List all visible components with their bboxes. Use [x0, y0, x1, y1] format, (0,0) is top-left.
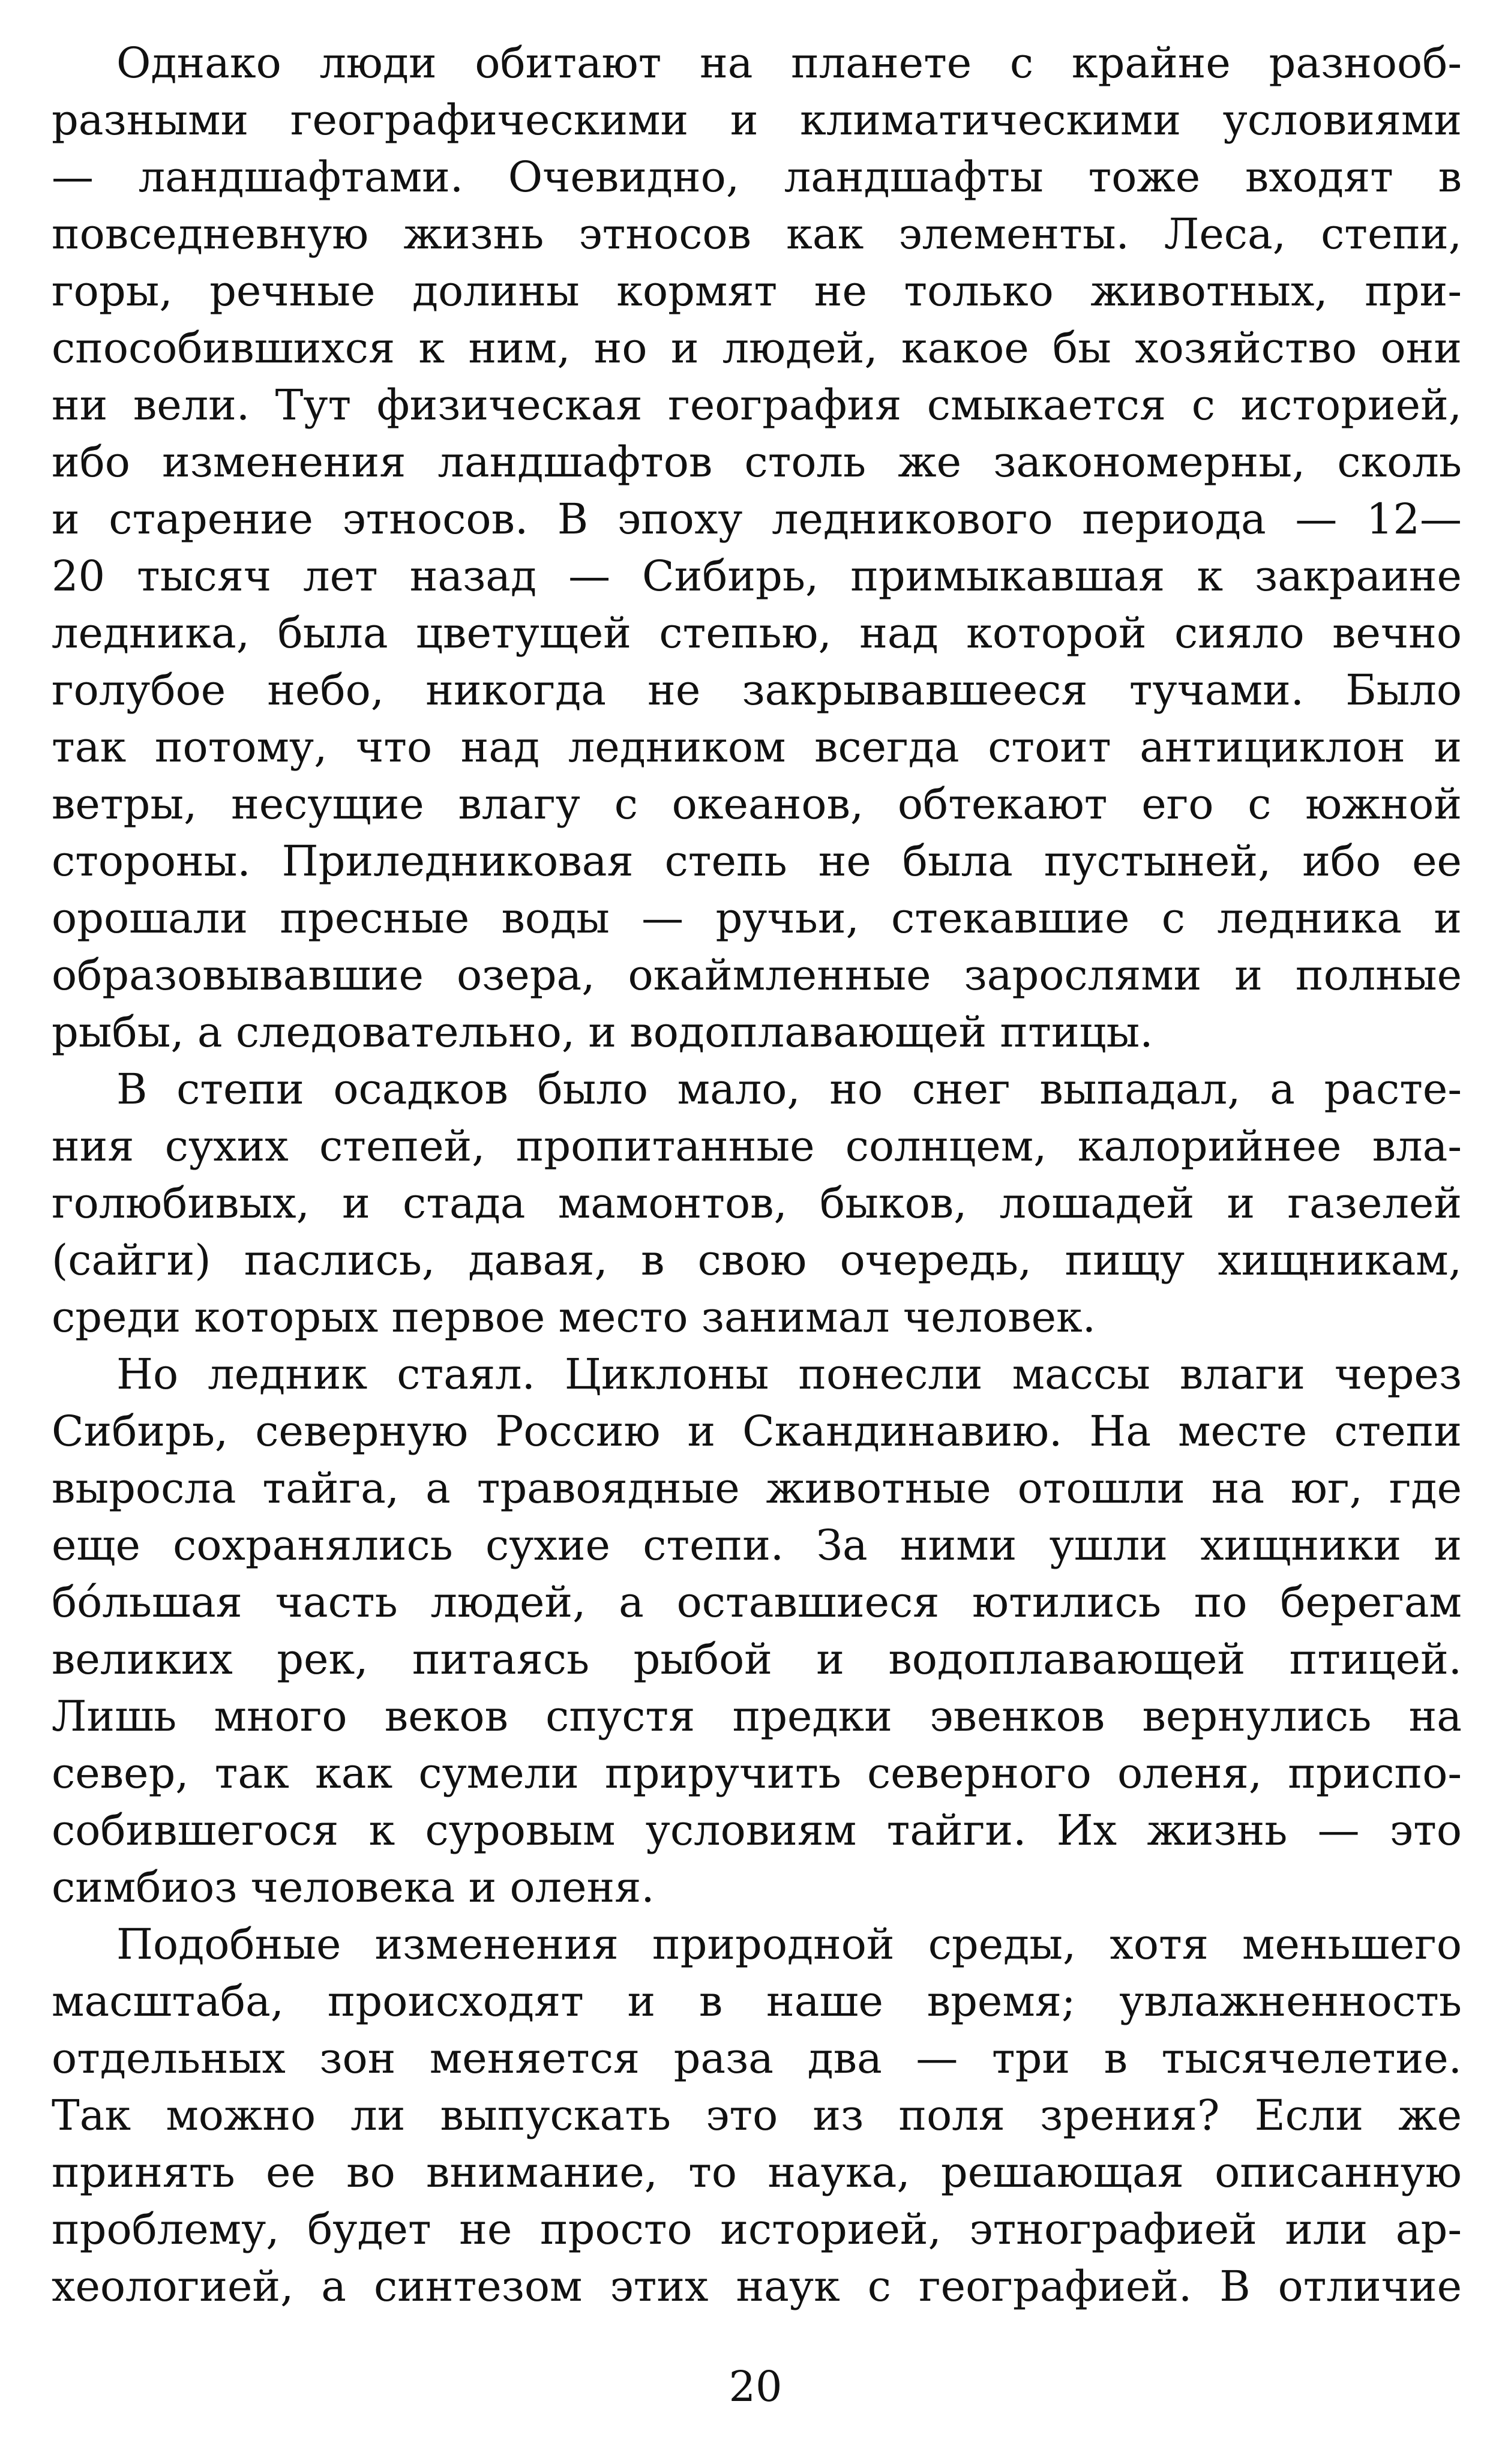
text-line: еще сохранялись сухие степи. За ними ушли хищники и: [52, 1521, 1462, 1570]
text-line: способившихся к ним, но и людей, какое бы хозяйство они: [52, 323, 1462, 373]
text-line: ибо изменения ландшафтов столь же закономерны, сколь: [52, 437, 1462, 487]
text-line: голюбивых, и стада мамонтов, быков, лошадей и газелей: [52, 1179, 1462, 1228]
paragraph-3: [52, 1346, 1462, 1916]
text-line: В степи осадков было мало, но снег выпадал, а расте-: [116, 1065, 1462, 1114]
text-line: ни вели. Тут физическая география смыкается с историей,: [52, 380, 1462, 430]
text-line: горы, речные долины кормят не только животных, при-: [52, 266, 1462, 316]
text-line: стороны. Приледниковая степь не была пустыней, ибо ее: [52, 837, 1462, 886]
text-line: хеологией, а синтезом этих наук с географией. В отличие: [52, 2262, 1462, 2311]
text-line: рыбы, а следовательно, и водоплавающей птицы.: [52, 1008, 1153, 1057]
text-line: великих рек, питаясь рыбой и водоплавающей птицей.: [52, 1635, 1462, 1684]
text-line: симбиоз человека и оленя.: [52, 1863, 655, 1912]
text-line: образовывавшие озера, окаймленные зарослями и полные: [52, 951, 1462, 1000]
text-line: (сайги) паслись, давая, в свою очередь, пищу хищникам,: [52, 1236, 1462, 1285]
page-number: 20: [728, 2362, 783, 2411]
text-line: ветры, несущие влагу с океанов, обтекают его с южной: [52, 780, 1462, 829]
text-line: разными географическими и климатическими условиями: [52, 95, 1462, 145]
text-line: так потому, что над ледником всегда стоит антициклон и: [52, 723, 1462, 772]
text-line: среди которых первое место занимал человек.: [52, 1293, 1096, 1342]
text-line: бóльшая часть людей, а оставшиеся ютились по берегам: [52, 1578, 1462, 1627]
text-line: голубое небо, никогда не закрывавшееся тучами. Было: [52, 666, 1462, 715]
text-line: Лишь много веков спустя предки эвенков вернулись на: [52, 1692, 1462, 1741]
page-body: [52, 35, 1462, 2315]
paragraph-2: [52, 1061, 1462, 1346]
text-line: Сибирь, северную Россию и Скандинавию. На месте степи: [52, 1407, 1462, 1456]
text-line: отдельных зон меняется раза два — три в тысячелетие.: [52, 2034, 1462, 2083]
text-line: проблему, будет не просто историей, этнографией или ар-: [52, 2205, 1462, 2254]
text-line: выросла тайга, а травоядные животные отошли на юг, где: [52, 1464, 1462, 1513]
text-line: Подобные изменения природной среды, хотя меньшего: [116, 1920, 1462, 1969]
text-line: масштаба, происходят и в наше время; увлажненность: [52, 1977, 1462, 2026]
text-line: собившегося к суровым условиям тайги. Их жизнь — это: [52, 1806, 1462, 1855]
paragraph-4: [52, 1916, 1462, 2315]
text-line: — ландшафтами. Очевидно, ландшафты тоже входят в: [52, 152, 1462, 202]
text-line: повседневную жизнь этносов как элементы. Леса, степи,: [52, 209, 1462, 259]
text-line: Так можно ли выпускать это из поля зрения? Если же: [52, 2091, 1462, 2140]
text-line: Однако люди обитают на планете с крайне разнооб-: [116, 38, 1462, 88]
text-line: ледника, была цветущей степью, над которой сияло вечно: [52, 608, 1462, 658]
paragraph-1: [52, 35, 1462, 1061]
text-line: принять ее во внимание, то наука, решающая описанную: [52, 2148, 1462, 2197]
text-line: Но ледник стаял. Циклоны понесли массы влаги через: [116, 1350, 1462, 1399]
text-line: 20 тысяч лет назад — Сибирь, примыкавшая к закраине: [52, 551, 1462, 601]
text-line: орошали пресные воды — ручьи, стекавшие с ледника и: [52, 894, 1462, 943]
text-line: север, так как сумели приручить северного оленя, приспо-: [52, 1749, 1462, 1798]
text-line: и старение этносов. В эпоху ледникового периода — 12—: [52, 494, 1462, 544]
text-line: ния сухих степей, пропитанные солнцем, калорийнее вла-: [52, 1122, 1462, 1171]
